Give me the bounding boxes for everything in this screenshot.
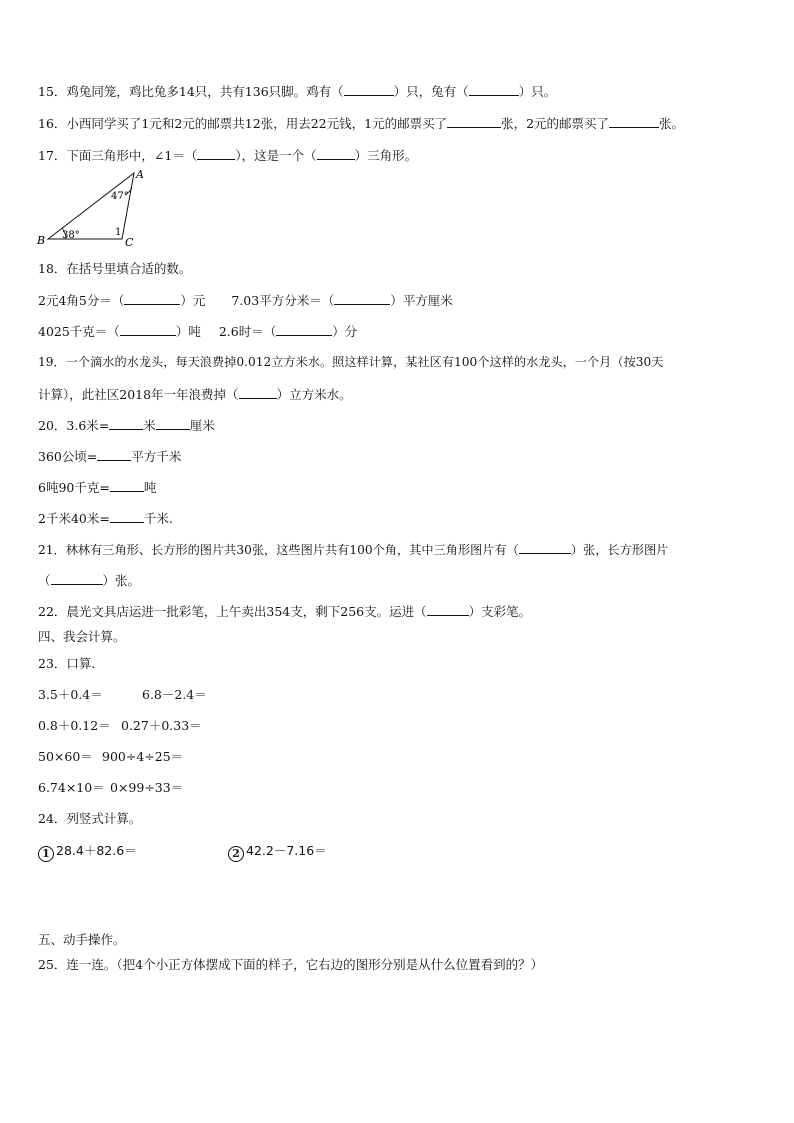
answer-blank[interactable] — [110, 510, 144, 523]
triangle-figure — [30, 168, 155, 248]
question-25: 25．连一连。（把4个小正方体摆成下面的样子，它右边的图形分别是从什么位置看到的？） — [38, 957, 544, 972]
answer-blank[interactable] — [317, 147, 355, 160]
angle-1-label: 1 — [115, 227, 122, 238]
question-16: 16．小西同学买了1元和2元的邮票共12张，用去22元钱，1元的邮票买了 张，2元的邮票买了 张。 — [38, 116, 685, 131]
mental-math-row: 3.5＋0.4＝ 6.8－2.4＝ — [38, 687, 207, 702]
question-20-row-4: 2千米40米= 千米. — [38, 511, 173, 526]
question-19-line-1: 19．一个滴水的水龙头，每天浪费掉0.012立方米水。照这样计算，某社区有100个这样的水龙头，一个月（按30天 — [38, 355, 664, 369]
answer-blank[interactable] — [344, 83, 394, 96]
question-22: 22．晨光文具店运进一批彩笔，上午卖出354支，剩下256支。运进（ ）支彩笔。 — [38, 604, 532, 619]
circled-number-2: 2 — [228, 846, 244, 862]
question-20-row-3: 6吨90千克= 吨 — [38, 480, 157, 495]
mental-math-row: 0.8＋0.12＝ 0.27＋0.33＝ — [38, 718, 202, 733]
question-17: 17．下面三角形中，∠1＝（ ），这是一个（ ）三角形。 — [38, 148, 418, 163]
calc-expression-2: 42.2－7.16＝ — [246, 843, 327, 858]
question-18-row-1: 2元4角5分＝（ ）元 7.03平方分米＝（ ）平方厘米 — [38, 293, 453, 308]
answer-blank[interactable] — [469, 83, 519, 96]
question-20-row-1: 20．3.6米= 米 厘米 — [38, 418, 215, 433]
answer-blank[interactable] — [97, 448, 131, 461]
mental-math-row: 50×60＝ 900÷4÷25＝ — [38, 749, 184, 764]
question-19-line-2: 计算），此社区2018年一年浪费掉（ ）立方米水。 — [38, 387, 352, 402]
angle-b-value: 38° — [62, 230, 80, 241]
question-18-title: 18．在括号里填合适的数。 — [38, 261, 192, 276]
question-23-title: 23．口算. — [38, 656, 96, 671]
answer-blank[interactable] — [239, 386, 277, 399]
answer-blank[interactable] — [519, 541, 571, 554]
question-18-row-2: 4025千克＝（ ）吨 2.6时＝（ ）分 — [38, 324, 358, 339]
question-24-title: 24．列竖式计算。 — [38, 811, 142, 826]
answer-blank[interactable] — [447, 115, 501, 128]
answer-blank[interactable] — [120, 323, 176, 336]
answer-blank[interactable] — [609, 115, 659, 128]
answer-blank[interactable] — [51, 572, 103, 585]
section-5-heading: 五、动手操作。 — [38, 932, 126, 947]
calc-expression-1: 28.4＋82.6＝ — [56, 843, 137, 858]
mental-math-row: 6.74×10＝ 0×99÷33＝ — [38, 780, 184, 795]
answer-blank[interactable] — [427, 603, 469, 616]
circled-number-1: 1 — [38, 846, 54, 862]
answer-blank[interactable] — [334, 292, 390, 305]
answer-blank[interactable] — [110, 479, 144, 492]
answer-blank[interactable] — [156, 417, 190, 430]
angle-a-value: 47° — [111, 191, 129, 202]
vertex-c-label: C — [125, 236, 134, 248]
answer-blank[interactable] — [109, 417, 143, 430]
question-21-line-1: 21．林林有三角形、长方形的图片共30张，这些图片共有100个角，其中三角形图片有（ ）张，长方形图片 — [38, 543, 669, 557]
answer-blank[interactable] — [276, 323, 332, 336]
question-15: 15．鸡兔同笼，鸡比兔多14只，共有136只脚。鸡有（ ）只，兔有（ ）只。 — [38, 84, 557, 99]
vertex-a-label: A — [136, 168, 144, 181]
answer-blank[interactable] — [197, 147, 235, 160]
vertical-calc-row — [38, 843, 327, 862]
question-21-line-2: （ ）张。 — [38, 573, 141, 588]
answer-blank[interactable] — [124, 292, 180, 305]
question-20-row-2: 360公顷= 平方千米 — [38, 449, 182, 464]
vertex-b-label: B — [37, 234, 46, 247]
section-4-heading: 四、我会计算。 — [38, 629, 126, 644]
